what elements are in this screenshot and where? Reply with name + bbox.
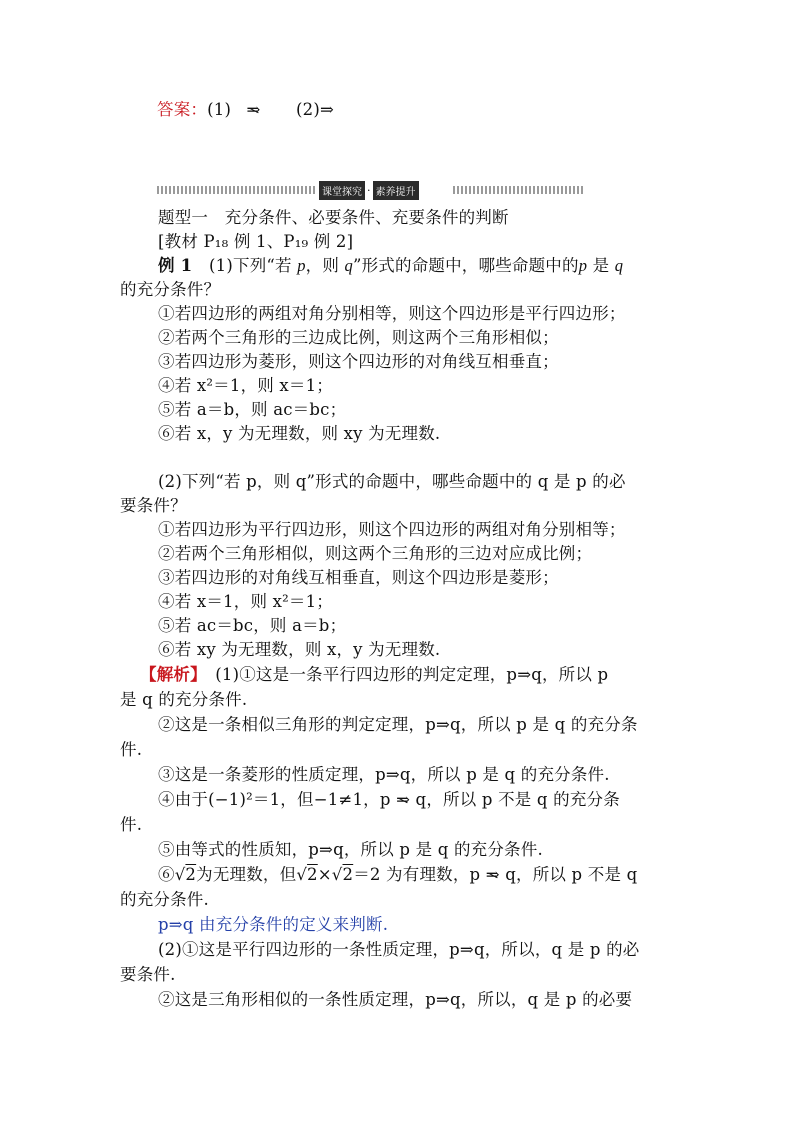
paragraph-line: 件. bbox=[120, 740, 143, 759]
text-run: q，所以 p 不是 q 的充分条 bbox=[410, 790, 620, 809]
var-q: q bbox=[344, 256, 353, 275]
banner-right-text: 素养提升 bbox=[373, 181, 419, 200]
text-run: ×√ bbox=[317, 865, 343, 884]
text-run: q，所以 p 不是 q bbox=[499, 865, 638, 884]
answer-colon: ： bbox=[190, 100, 208, 119]
proposition-2-1: ①若四边形为平行四边形，则这个四边形的两组对角分别相等； bbox=[158, 520, 626, 539]
proposition-2-3: ③若四边形的对角线互相垂直，则这个四边形是菱形； bbox=[158, 568, 559, 587]
paragraph-line: 要条件？ bbox=[120, 496, 187, 515]
radicand: 2 bbox=[185, 865, 197, 884]
banner-stripe-left bbox=[157, 186, 315, 194]
not-implies-symbol: ⇒ bbox=[486, 863, 500, 887]
question-type-heading: 题型一 充分条件、必要条件、充要条件的判断 bbox=[158, 208, 509, 227]
radicand: 2 bbox=[307, 865, 318, 884]
solution-1-4 bbox=[158, 788, 680, 812]
solution-2-2: ②这是三角形相似的一条性质定理，p⇒q，所以，q 是 p 的必要 bbox=[158, 990, 633, 1009]
paragraph-line: 是 q 的充分条件. bbox=[120, 690, 248, 709]
paragraph-line: 要条件. bbox=[120, 965, 176, 984]
banner-stripe-right bbox=[453, 186, 583, 194]
var-p: p bbox=[578, 256, 588, 275]
example-label: 例 1 bbox=[158, 256, 193, 275]
example-1-part-2-intro: (2)下列“若 p，则 q”形式的命题中，哪些命题中的 q 是 p 的必 bbox=[158, 472, 626, 491]
proposition-1-6: ⑥若 x，y 为无理数，则 xy 为无理数. bbox=[158, 424, 441, 443]
not-implies-symbol: ⇒ bbox=[396, 788, 410, 812]
solution-2-1: (2)①这是平行四边形的一条性质定理，p⇒q，所以，q 是 p 的必 bbox=[158, 940, 640, 959]
proposition-2-6: ⑥若 xy 为无理数，则 x，y 为无理数. bbox=[158, 640, 441, 659]
answer-part-2: (2)⇒ bbox=[296, 100, 335, 119]
text-run: 是 bbox=[587, 256, 615, 275]
proposition-2-4: ④若 x＝1，则 x²＝1； bbox=[158, 592, 334, 611]
solution-1-3: ③这是一条菱形的性质定理，p⇒q，所以 p 是 q 的充分条件. bbox=[158, 765, 610, 784]
solution-1-2: ②这是一条相似三角形的判定定理，p⇒q，所以 p 是 q 的充分条 bbox=[158, 715, 638, 734]
proposition-1-5: ⑤若 a＝b，则 ac＝bc； bbox=[158, 400, 347, 419]
proposition-1-1: ①若四边形的两组对角分别相等，则这个四边形是平行四边形； bbox=[158, 304, 626, 323]
solution-start bbox=[140, 663, 662, 687]
answer-part-1: (1) bbox=[207, 100, 232, 119]
text-run: 为无理数，但√ bbox=[196, 865, 308, 884]
banner-dot: · bbox=[367, 183, 371, 197]
proposition-2-5: ⑤若 ac＝bc，则 a＝b； bbox=[158, 616, 347, 635]
solution-1-6 bbox=[158, 863, 680, 887]
section-banner bbox=[157, 180, 583, 200]
textbook-reference: [教材 P₁₈ 例 1、P₁₉ 例 2] bbox=[158, 232, 354, 251]
method-note: p⇒q 由充分条件的定义来判断. bbox=[158, 915, 389, 934]
text-run: (1)下列“若 bbox=[192, 256, 298, 275]
proposition-2-2: ②若两个三角形相似，则这两个三角形的三边对应成比例； bbox=[158, 544, 593, 563]
var-q: q bbox=[614, 256, 624, 275]
text-run: (1)①这是一条平行四边形的判定定理，p⇒q，所以 p bbox=[198, 665, 609, 684]
banner-left-text: 课堂探究 bbox=[319, 181, 365, 200]
paragraph-line: 的充分条件. bbox=[120, 890, 209, 909]
paragraph-line: 的充分条件？ bbox=[120, 280, 221, 299]
proposition-1-2: ②若两个三角形的三边成比例，则这两个三角形相似； bbox=[158, 328, 559, 347]
example-1-intro bbox=[158, 254, 680, 278]
solution-1-5: ⑤由等式的性质知，p⇒q，所以 p 是 q 的充分条件. bbox=[158, 840, 543, 859]
text-run: ”形式的命题中，哪些命题中的 bbox=[352, 256, 579, 275]
proposition-1-3: ③若四边形为菱形，则这个四边形的对角线互相垂直； bbox=[158, 352, 559, 371]
banner-label bbox=[319, 180, 419, 200]
solution-label: 【解析】 bbox=[140, 665, 199, 684]
var-p: p bbox=[297, 256, 306, 275]
text-run: ，则 bbox=[305, 256, 345, 275]
radicand: 2 bbox=[342, 865, 354, 884]
text-run: ⑥√ bbox=[158, 865, 186, 884]
answer-line bbox=[157, 98, 717, 122]
proposition-1-4: ④若 x²＝1，则 x＝1； bbox=[158, 376, 334, 395]
answer-label: 答案 bbox=[157, 100, 191, 119]
text-run: ④由于(−1)²＝1，但−1≠1，p bbox=[158, 790, 397, 809]
not-implies-symbol: ⇒ bbox=[247, 98, 261, 122]
text-run: ＝2 为有理数，p bbox=[353, 865, 486, 884]
paragraph-line: 件. bbox=[120, 815, 143, 834]
